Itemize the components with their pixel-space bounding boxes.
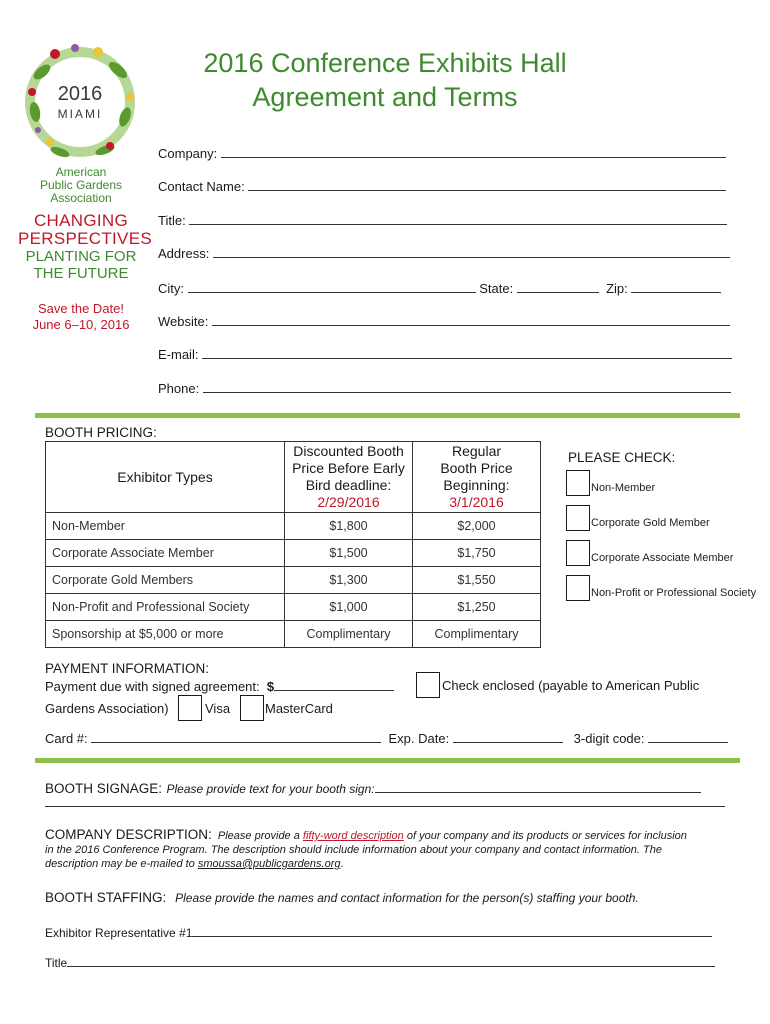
logo-year: 2016 (57, 83, 103, 105)
pricing-table (45, 441, 541, 648)
option-non-profit: Non-Profit or Professional Society (591, 587, 757, 599)
exhibitor-title-field[interactable] (45, 954, 715, 970)
staffing-row (45, 889, 639, 907)
contact-name-field[interactable] (158, 178, 726, 194)
signage-text-field[interactable] (375, 780, 701, 793)
section-divider (35, 758, 740, 763)
staffing-prompt: Please provide the names and contact information for the person(s) staffing your booth. (175, 891, 639, 905)
payment-amount-field[interactable] (274, 678, 394, 691)
conference-dates: June 6–10, 2016 (32, 317, 130, 332)
contact-email-link[interactable]: smoussa@publicgardens.org (197, 858, 341, 870)
table-row: Non-Member $1,800 $2,000 (46, 513, 541, 540)
checkbox-non-member[interactable] (566, 470, 590, 496)
signage-heading: BOOTH SIGNAGE: (45, 781, 163, 796)
table-row: Corporate Associate Member $1,500 $1,750 (46, 540, 541, 567)
col-header-regular: Regular Booth Price Beginning: 3/1/2016 (413, 442, 541, 513)
payment-heading: PAYMENT INFORMATION: (45, 661, 210, 676)
table-row: Sponsorship at $5,000 or more Complimentary Complimentary (46, 621, 541, 648)
logo-org-line2: Public Gardens (39, 178, 123, 192)
please-check-heading: PLEASE CHECK: (568, 450, 676, 465)
payment-due-row (45, 678, 394, 694)
state-label: State: (479, 281, 514, 296)
title-label: Title: (158, 213, 186, 228)
checkbox-corporate-gold[interactable] (566, 505, 590, 531)
company-field[interactable] (158, 145, 726, 161)
logo-tagline-planting: PLANTING FOR (25, 248, 137, 265)
logo-tagline-changing: CHANGING (33, 211, 128, 230)
company-description-heading: COMPANY DESCRIPTION: (45, 827, 212, 842)
address-label: Address: (158, 246, 210, 261)
payment-due-label: Payment due with signed agreement: (45, 679, 260, 694)
logo-org-line1: American (55, 165, 107, 179)
exp-date-field[interactable] (453, 730, 563, 743)
signage-prompt: Please provide text for your booth sign: (166, 782, 375, 796)
staffing-heading: BOOTH STAFFING: (45, 890, 167, 905)
phone-label: Phone: (158, 381, 200, 396)
card-row (45, 730, 728, 746)
checkbox-corporate-associate[interactable] (566, 540, 590, 566)
security-code-field[interactable] (648, 730, 728, 743)
exhibitor-title-label: Title (45, 956, 68, 970)
phone-field[interactable] (158, 380, 731, 396)
col-header-type: Exhibitor Types (46, 442, 285, 513)
checkbox-check-enclosed[interactable] (416, 672, 440, 698)
contact-name-label: Contact Name: (158, 179, 245, 194)
title-line1: 2016 Conference Exhibits Hall (203, 48, 567, 78)
logo-tagline-perspectives: PERSPECTIVES (18, 229, 152, 248)
signage-row (45, 780, 701, 798)
check-enclosed-label-2: Gardens Association) (45, 701, 169, 716)
table-row: Corporate Gold Members $1,300 $1,550 (46, 567, 541, 594)
title-field[interactable] (158, 212, 727, 228)
zip-field[interactable] (631, 280, 721, 293)
conference-logo-wreath (20, 42, 140, 160)
save-the-date: Save the Date! (38, 301, 124, 316)
address-field[interactable] (158, 245, 730, 261)
signage-line-2[interactable] (45, 806, 725, 807)
state-field[interactable] (517, 280, 599, 293)
exp-date-label: Exp. Date: (388, 731, 450, 746)
section-divider (35, 413, 740, 418)
booth-pricing-heading: BOOTH PRICING: (45, 425, 157, 440)
dollar-sign: $ (266, 679, 275, 694)
city-label: City: (158, 281, 184, 296)
email-label: E-mail: (158, 347, 199, 362)
exhibitor-rep-label: Exhibitor Representative #1 (45, 926, 193, 940)
website-label: Website: (158, 314, 209, 329)
visa-label: Visa (205, 701, 231, 716)
col-header-discount: Discounted Booth Price Before Early Bird deadline: 2/29/2016 (285, 442, 413, 513)
city-field[interactable] (188, 280, 476, 293)
card-number-field[interactable] (91, 730, 381, 743)
option-non-member: Non-Member (591, 482, 656, 494)
option-corporate-gold: Corporate Gold Member (591, 517, 710, 529)
title-line2: Agreement and Terms (252, 82, 518, 112)
card-label: Card #: (45, 731, 88, 746)
logo-city: MIAMI (57, 107, 103, 121)
security-code-label: 3-digit code: (573, 731, 645, 746)
logo-org-line3: Association (50, 191, 112, 205)
check-enclosed-label: Check enclosed (payable to American Public (442, 678, 700, 693)
company-description-block: COMPANY DESCRIPTION: Please provide a fifty-word description of your company and its products or services for inclusion in the 2016 Conference Program. The description should include information about your company and contact information. The description may be e-mailed to smoussa@publicgardens.org. (45, 827, 687, 870)
checkbox-mastercard[interactable] (240, 695, 264, 721)
website-field[interactable] (158, 313, 730, 329)
company-label: Company: (158, 146, 218, 161)
city-state-zip-row (158, 280, 721, 296)
fifty-word-highlight: fifty-word description (302, 830, 404, 842)
exhibitor-rep-field[interactable] (45, 924, 712, 940)
table-row: Non-Profit and Professional Society $1,000 $1,250 (46, 594, 541, 621)
email-field[interactable] (158, 346, 732, 362)
mastercard-label: MasterCard (265, 701, 333, 716)
option-corporate-associate: Corporate Associate Member (591, 552, 734, 564)
checkbox-visa[interactable] (178, 695, 202, 721)
checkbox-non-profit[interactable] (566, 575, 590, 601)
zip-label: Zip: (606, 281, 628, 296)
page-title (150, 46, 620, 114)
logo-tagline-future: THE FUTURE (33, 265, 129, 282)
